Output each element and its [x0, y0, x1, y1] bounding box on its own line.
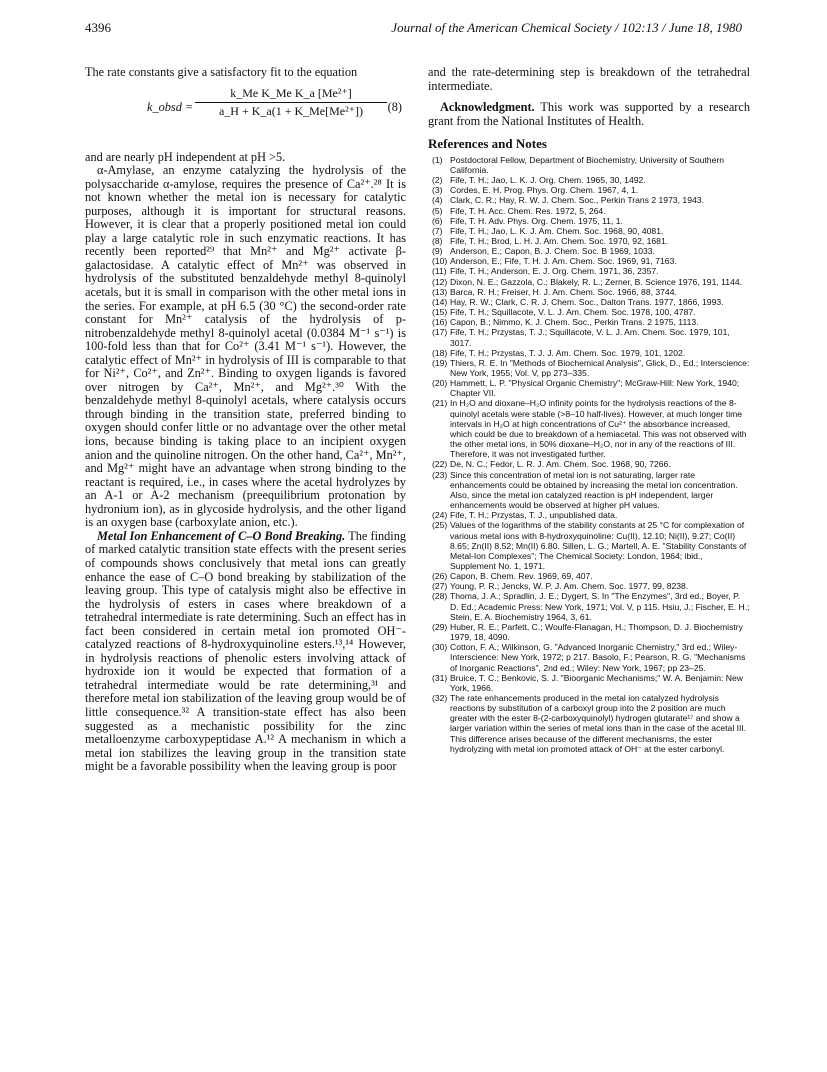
reference-text: Fife, T. H.; Squillacote, V. L. J. Am. Chem. Soc. 1978, 100, 4787.	[450, 307, 696, 318]
reference-number: (4)	[432, 195, 443, 206]
reference-item	[428, 459, 750, 469]
equation-denominator: a_H + K_a(1 + K_Me[Me²⁺])	[218, 104, 364, 119]
reference-item	[428, 673, 750, 693]
reference-number: (25)	[432, 520, 448, 531]
reference-number: (30)	[432, 642, 448, 653]
reference-text: Huber, R. E.; Parfett, C.; Woulfe-Flanagan, H.; Thompson, D. J. Biochemistry 1979, 18, 4090.	[450, 621, 743, 643]
reference-item	[428, 206, 750, 216]
reference-number: (3)	[432, 185, 443, 196]
reference-item	[428, 358, 750, 378]
acknowledgment-paragraph	[428, 101, 750, 128]
equation-numerator: k_Me K_Me K_a [Me²⁺]	[230, 85, 352, 100]
reference-number: (5)	[432, 205, 443, 216]
reference-item	[428, 510, 750, 520]
acknowledgment-text: This work was supported by a research grant from the National Institutes of Health.	[428, 100, 750, 128]
reference-number: (32)	[432, 693, 448, 704]
reference-number: (21)	[432, 398, 448, 409]
reference-text: In H₂O and dioxane–H₂O infinity points for the hydrolysis reactions of the 8-quinolyl acetals were stable (>8–10 half-lives). However, at much longer time intervals in H₂O at high concentrations of Cu²⁺ the absorbance increased, which could be due to breakdown of a hemiacetal. This was not observed with the other metal ions, in 50% dioxane–H₂O, nor in any of the reactions of III. Therefore, it was not investigated further.	[450, 398, 747, 460]
reference-item	[428, 277, 750, 287]
reference-text: Hay, R. W.; Clark, C. R. J. Chem. Soc., Dalton Trans. 1977, 1866, 1993.	[450, 296, 724, 307]
reference-number: (19)	[432, 357, 448, 368]
reference-number: (13)	[432, 286, 448, 297]
reference-text: Capon, B. Chem. Rev. 1969, 69, 407.	[450, 571, 593, 582]
reference-number: (28)	[432, 591, 448, 602]
reference-text: Values of the logarithms of the stability constants at 25 °C for complexation of various metal ions with 8-hydroxyquinoline: Cu(II), 12.10; Ni(II), 9.27; Co(II) 8.65; Zn(II) 8.52; Mn(II) 6.80. Sillen, L. G.; Martell, A. E. "Stability Constants of Metal-Ion Complexes"; The Chemical Society: London, 1964; ibid., Supplement No. 1, 1971.	[450, 520, 747, 571]
reference-item	[428, 327, 750, 347]
reference-item	[428, 591, 750, 621]
amylase-paragraph: α-Amylase, an enzyme catalyzing the hydrolysis of the polysaccharide α-amylose, requires the presence of Ca²⁺.²⁸ It is not known whether the metal ion is necessary for catalytic purposes, although it is important for structural reasons. However, it is clear that a properly positioned metal ion could play a large catalytic role in such enzymatic reactions. It has recently been reported²⁹ that Mn²⁺ and Mg²⁺ activate β-galactosidase. A catalytic effect of Mn²⁺ was observed in hydrolysis of the substituted benzaldehyde methyl 8-quinolyl acetals, but it is small in comparison with the other metal ions in the series. For example, at pH 6.5 (30 °C) the second-order rate constant for Mn²⁺ catalysis of the hydrolysis of p-nitrobenzaldehyde methyl 8-quinolyl acetal (0.0384 M⁻¹ s⁻¹) is 100-fold less than that for Co²⁺ (3.41 M⁻¹ s⁻¹). However, the catalytic effect of Mn²⁺ in hydrolysis of III is comparable to that for Ni²⁺, Co²⁺, and Zn²⁺. Binding to oxygen ligands is favored over nitrogen by Ca²⁺, Mn²⁺, and Mg²⁺.³⁰ With the benzaldehyde methyl 8-quinolyl acetals, where catalysis occurs through binding in the transition state, preferred binding to oxygen should confer little or no advantage over the other metal ions, because binding is taking place to an incipient oxygen anion and the quinoline nitrogen. On the other hand, Ca²⁺, Mn²⁺, and Mg²⁺ might have an advantage when strong binding to the reactant is required, i.e., in cases where the acetal hydrolyzes by an A-1 or A-2 mechanism (preequilibrium protonation by hydronium ion), as in glycoside hydrolysis, and the other ligand is an oxygen base (carboxylate anion, etc.).	[85, 163, 406, 530]
right-column	[428, 66, 750, 754]
reference-text: The rate enhancements produced in the metal ion catalyzed hydrolysis reactions by substitution of a carboxyl group into the 2 position are much greater with the ester 8-(2-carboxyquinolyl) hydrogen glutarate¹⁷ and show a larger variation within the series of metal ions than in the case of the acetal III. This difference arises because of the different mechanisms, the ester hydrolyzing with metal ion promoted attack of OH⁻ at the ester carbonyl.	[450, 693, 747, 754]
reference-item	[428, 195, 750, 205]
reference-number: (7)	[432, 225, 443, 236]
reference-item	[428, 185, 750, 195]
reference-number: (8)	[432, 235, 443, 246]
reference-text: Clark, C. R.; Hay, R. W. J. Chem. Soc., Perkin Trans 2 1973, 1943.	[450, 195, 704, 206]
reference-item	[428, 307, 750, 317]
acknowledgment-label: Acknowledgment.	[440, 100, 535, 115]
reference-text: Fife, T. H.; Przystas, T. J., unpublished data.	[450, 510, 618, 521]
reference-text: Fife, T. H.; Anderson, E. J. Org. Chem. 1971, 36, 2357.	[450, 266, 659, 277]
reference-number: (29)	[432, 621, 448, 632]
reference-number: (23)	[432, 469, 448, 480]
section-heading: Metal Ion Enhancement of C–O Bond Breaking.	[97, 528, 346, 543]
reference-item	[428, 226, 750, 236]
reference-item	[428, 470, 750, 511]
reference-text: Anderson, E.; Fife, T. H. J. Am. Chem. Soc. 1969, 91, 7163.	[450, 256, 677, 267]
reference-item	[428, 236, 750, 246]
section-paragraph	[85, 530, 406, 774]
reference-item	[428, 520, 750, 571]
reference-text: Dixon, N. E.; Gazzola, C.; Blakely, R. L.; Zerner, B. Science 1976, 191, 1144.	[450, 276, 743, 287]
reference-number: (9)	[432, 246, 443, 257]
reference-text: Young, P. R.; Jencks, W. P. J. Am. Chem. Soc. 1977, 99, 8238.	[450, 581, 689, 592]
reference-item	[428, 693, 750, 754]
equation-number: (8)	[387, 99, 402, 114]
ph-paragraph: and are nearly pH independent at pH >5.	[85, 149, 286, 164]
reference-text: Fife, T. H. Adv. Phys. Org. Chem. 1975, 11, 1.	[450, 215, 623, 226]
reference-item	[428, 175, 750, 185]
page-number: 4396	[85, 20, 111, 35]
reference-item	[428, 246, 750, 256]
reference-text: Fife, T. H.; Przystas, T. J.; Squillacote, V. L. J. Am. Chem. Soc. 1979, 101, 3017.	[450, 327, 730, 348]
reference-text: De, N. C.; Fedor, L. R. J. Am. Chem. Soc. 1968, 90, 7266.	[450, 459, 671, 470]
reference-number: (17)	[432, 327, 448, 338]
reference-item	[428, 256, 750, 266]
reference-text: Fife, T. H.; Jao, L. K. J. Org. Chem. 1965, 30, 1492.	[450, 175, 646, 186]
reference-text: Cotton, F. A.; Wilkinson, G. "Advanced Inorganic Chemistry," 3rd ed.; Wiley-Interscience: New York, 1972; p 217. Basolo, F.; Pearson, R. G. "Mechanisms of Inorganic Reactions", 2nd ed.; Wiley: New York, 1967; pp 23–25.	[450, 642, 746, 673]
reference-text: Fife, T. H.; Jao, L. K. J. Am. Chem. Soc. 1968, 90, 4081.	[450, 225, 664, 236]
reference-item	[428, 581, 750, 591]
references-list	[428, 155, 750, 754]
reference-item	[428, 571, 750, 581]
reference-text: Thiers, R. E. In "Methods of Biochemical Analysis", Glick, D., Ed.; Interscience: New York, 1955; Vol. V, pp 273–335.	[450, 357, 750, 379]
reference-item	[428, 155, 750, 175]
section-text: The finding of marked catalytic transition state effects with the present series of compounds shows conclusively that metal ions can greatly enhance the ease of C–O bond breaking by stabilization of the leaving group. This type of catalysis might also be effective in the hydrolysis of esters in cases where breakdown of a tetrahedral intermediate is rate determining. Such an effect has in fact been considered in certain metal ion promoted OH⁻-catalyzed reactions of 8-hydroxyquinoline esters.¹³,¹⁴ However, in hydrolysis reactions of phenolic esters involving attack of hydroxide ion it would be expected that formation of a tetrahedral intermediate would be rate determining,³¹ and therefore metal ion stabilization of the leaving group would be of little consequence.³² A transition-state effect has also been suggested as a mechanistic possibility for the zinc metalloenzyme carboxypeptidase A.¹² A mechanism in which a metal ion stabilizes the leaving group in the transition state might be a favorable possibility when the leaving group is poor	[85, 528, 407, 774]
running-head	[85, 20, 742, 36]
reference-number: (2)	[432, 175, 443, 186]
reference-number: (16)	[432, 317, 448, 328]
reference-text: Capon, B.; Nimmo, K. J. Chem. Soc., Perkin Trans. 2 1975, 1113.	[450, 317, 699, 328]
reference-item	[428, 348, 750, 358]
reference-number: (24)	[432, 510, 448, 521]
reference-text: Fife, T. H.; Przystas, T. J. J. Am. Chem. Soc. 1979, 101, 1202.	[450, 347, 686, 358]
reference-item	[428, 378, 750, 398]
reference-number: (11)	[432, 266, 447, 277]
reference-number: (18)	[432, 347, 448, 358]
left-column	[85, 66, 406, 774]
reference-number: (14)	[432, 296, 448, 307]
reference-text: Bruice, T. C.; Benkovic, S. J. "Bioorganic Mechanisms;" W. A. Benjamin: New York, 1966.	[450, 672, 743, 693]
reference-number: (26)	[432, 571, 448, 582]
reference-text: Barca, R. H.; Freiser, H. J. Am. Chem. Soc. 1966, 88, 3744.	[450, 286, 677, 297]
reference-text: Hammett, L. P. "Physical Organic Chemistry"; McGraw-Hill: New York, 1940; Chapter VII.	[450, 378, 740, 399]
reference-item	[428, 266, 750, 276]
reference-number: (10)	[432, 256, 448, 267]
continued-paragraph: and the rate-determining step is breakdown of the tetrahedral intermediate.	[428, 65, 750, 93]
equation-lhs: k_obsd =	[147, 99, 194, 114]
reference-item	[428, 317, 750, 327]
reference-text: Since this concentration of metal ion is not saturating, larger rate enhancements could be obtained by increasing the metal ion concentration. Also, since the metal ion catalyzed reaction is pH independent, larger enhancements would be observed at higher pH values.	[450, 469, 738, 511]
references-heading: References and Notes	[428, 136, 547, 152]
reference-number: (6)	[432, 215, 443, 226]
reference-item	[428, 287, 750, 297]
reference-number: (22)	[432, 459, 448, 470]
reference-text: Thoma, J. A.; Spradlin, J. E.; Dygert, S. In "The Enzymes", 3rd ed.; Boyer, P. D. Ed.; Academic Press: New York, 1971; Vol. V, p 115. Hsiu, J.; Fischer, E. H.; Stein, E. A. Biochemistry 1964, 3, 61.	[450, 591, 750, 622]
reference-number: (15)	[432, 307, 448, 318]
reference-number: (31)	[432, 672, 448, 683]
reference-text: Fife, T. H. Acc. Chem. Res. 1972, 5, 264.	[450, 205, 606, 216]
reference-item	[428, 398, 750, 459]
intro-paragraph: The rate constants give a satisfactory fit to the equation	[85, 65, 358, 79]
equation-fraction	[191, 87, 391, 119]
reference-item	[428, 216, 750, 226]
reference-number: (20)	[432, 378, 448, 389]
reference-number: (12)	[432, 276, 448, 287]
reference-text: Fife, T. H.; Brod, L. H. J. Am. Chem. Soc. 1970, 92, 1681.	[450, 235, 669, 246]
reference-item	[428, 622, 750, 642]
reference-number: (1)	[432, 154, 443, 165]
reference-text: Postdoctoral Fellow, Department of Biochemistry, University of Southern California.	[450, 154, 725, 175]
journal-citation: Journal of the American Chemical Society / 102:13 / June 18, 1980	[391, 20, 742, 35]
equation-8	[85, 85, 406, 143]
reference-number: (27)	[432, 581, 448, 592]
reference-item	[428, 642, 750, 672]
reference-text: Cordes, E. H. Prog. Phys. Org. Chem. 1967, 4, 1.	[450, 185, 639, 196]
reference-item	[428, 297, 750, 307]
reference-text: Anderson, E.; Capon, B. J. Chem. Soc. B 1969, 1033.	[450, 246, 655, 257]
